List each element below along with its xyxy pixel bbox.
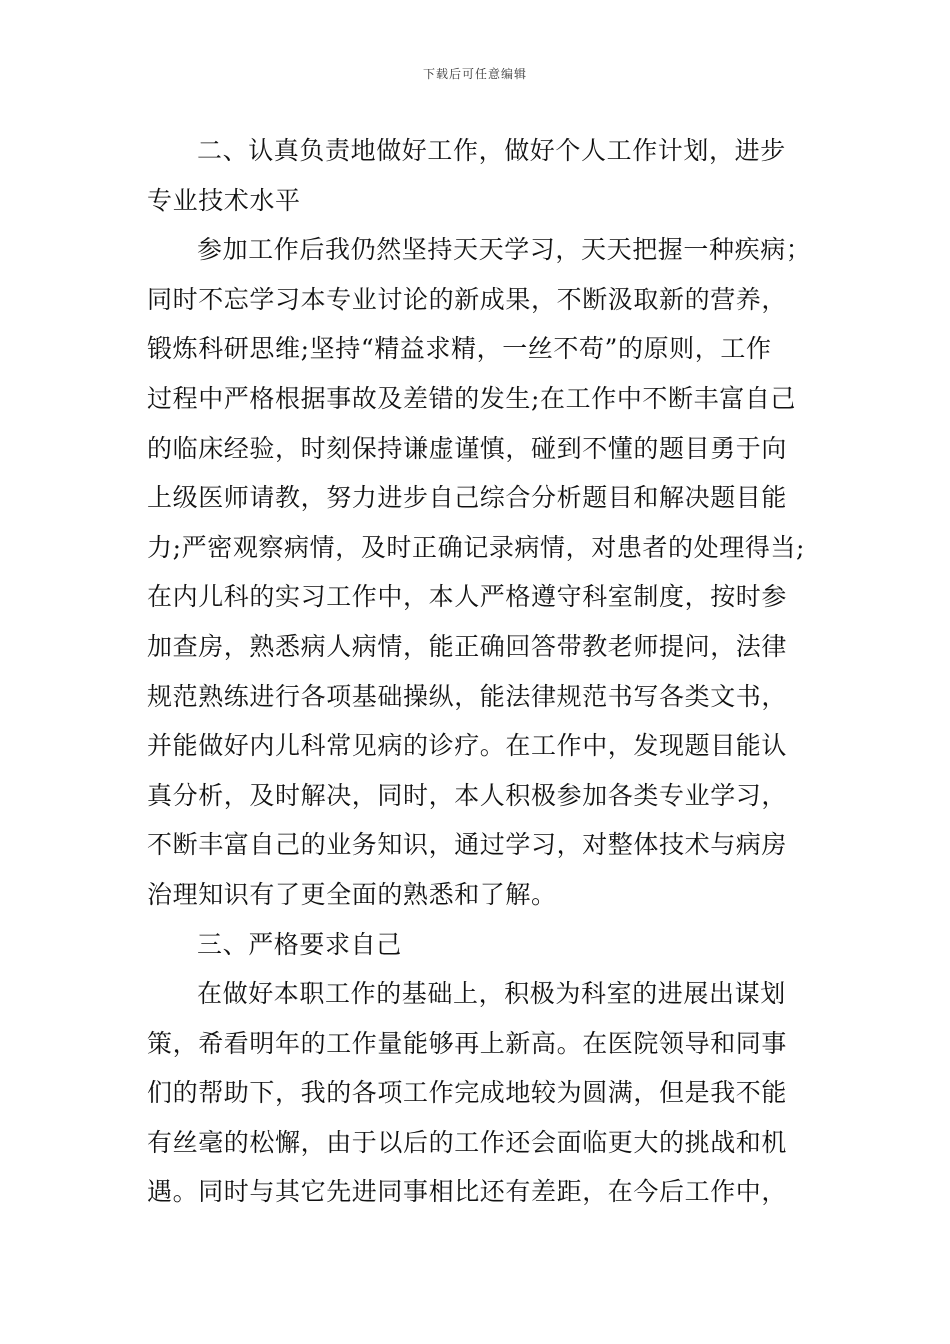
paragraph-line: 同时不忘学习本专业讨论的新成果，不断汲取新的营养， xyxy=(147,284,788,314)
paragraph-line: 在内儿科的实习工作中，本人严格遵守科室制度，按时参 xyxy=(147,582,788,612)
paragraph-line: 有丝毫的松懈，由于以后的工作还会面临更大的挑战和机 xyxy=(147,1127,788,1157)
paragraph-line: 在做好本职工作的基础上，积极为科室的进展出谋划 xyxy=(197,979,786,1009)
paragraph-line: 真分析，及时解决，同时，本人积极参加各类专业学习， xyxy=(147,780,788,810)
paragraph-line: 加查房，熟悉病人病情，能正确回答带教老师提问，法律 xyxy=(147,631,788,661)
paragraph-line: 锻炼科研思维;坚持“精益求精，一丝不苟”的原则，工作 xyxy=(147,334,772,364)
section-heading-continuation: 专业技术水平 xyxy=(147,185,301,215)
paragraph-line: 力;严密观察病情，及时正确记录病情，对患者的处理得当; xyxy=(147,532,806,562)
paragraph-line: 并能做好内儿科常见病的诊疗。在工作中，发现题目能认 xyxy=(147,731,788,761)
paragraph-line: 不断丰富自己的业务知识，通过学习，对整体技术与病房 xyxy=(147,830,788,860)
header-note: 下载后可任意编辑 xyxy=(422,67,527,81)
paragraph-line: 的临床经验，时刻保持谦虚谨慎，碰到不懂的题目勇于向 xyxy=(147,433,788,463)
document-body xyxy=(147,126,837,1217)
paragraph-line: 规范熟练进行各项基础操纵，能法律规范书写各类文书， xyxy=(147,681,788,711)
paragraph-line: 们的帮助下，我的各项工作完成地较为圆满，但是我不能 xyxy=(147,1078,788,1108)
paragraph-line: 遇。同时与其它先进同事相比还有差距，在今后工作中， xyxy=(147,1177,788,1207)
paragraph-line: 治理知识有了更全面的熟悉和了解。 xyxy=(147,879,557,909)
section-heading: 三、严格要求自己 xyxy=(197,929,402,959)
section-heading: 二、认真负责地做好工作，做好个人工作计划，进步 xyxy=(197,136,786,165)
paragraph-line: 上级医师请教，努力进步自己综合分析题目和解决题目能 xyxy=(147,483,788,513)
paragraph-line: 策，希看明年的工作量能够再上新高。在医院领导和同事 xyxy=(147,1028,788,1058)
paragraph-line: 过程中严格根据事故及差错的发生;在工作中不断丰富自己 xyxy=(147,383,797,413)
paragraph-line: 参加工作后我仍然坚持天天学习，天天把握一种疾病； xyxy=(197,235,812,265)
